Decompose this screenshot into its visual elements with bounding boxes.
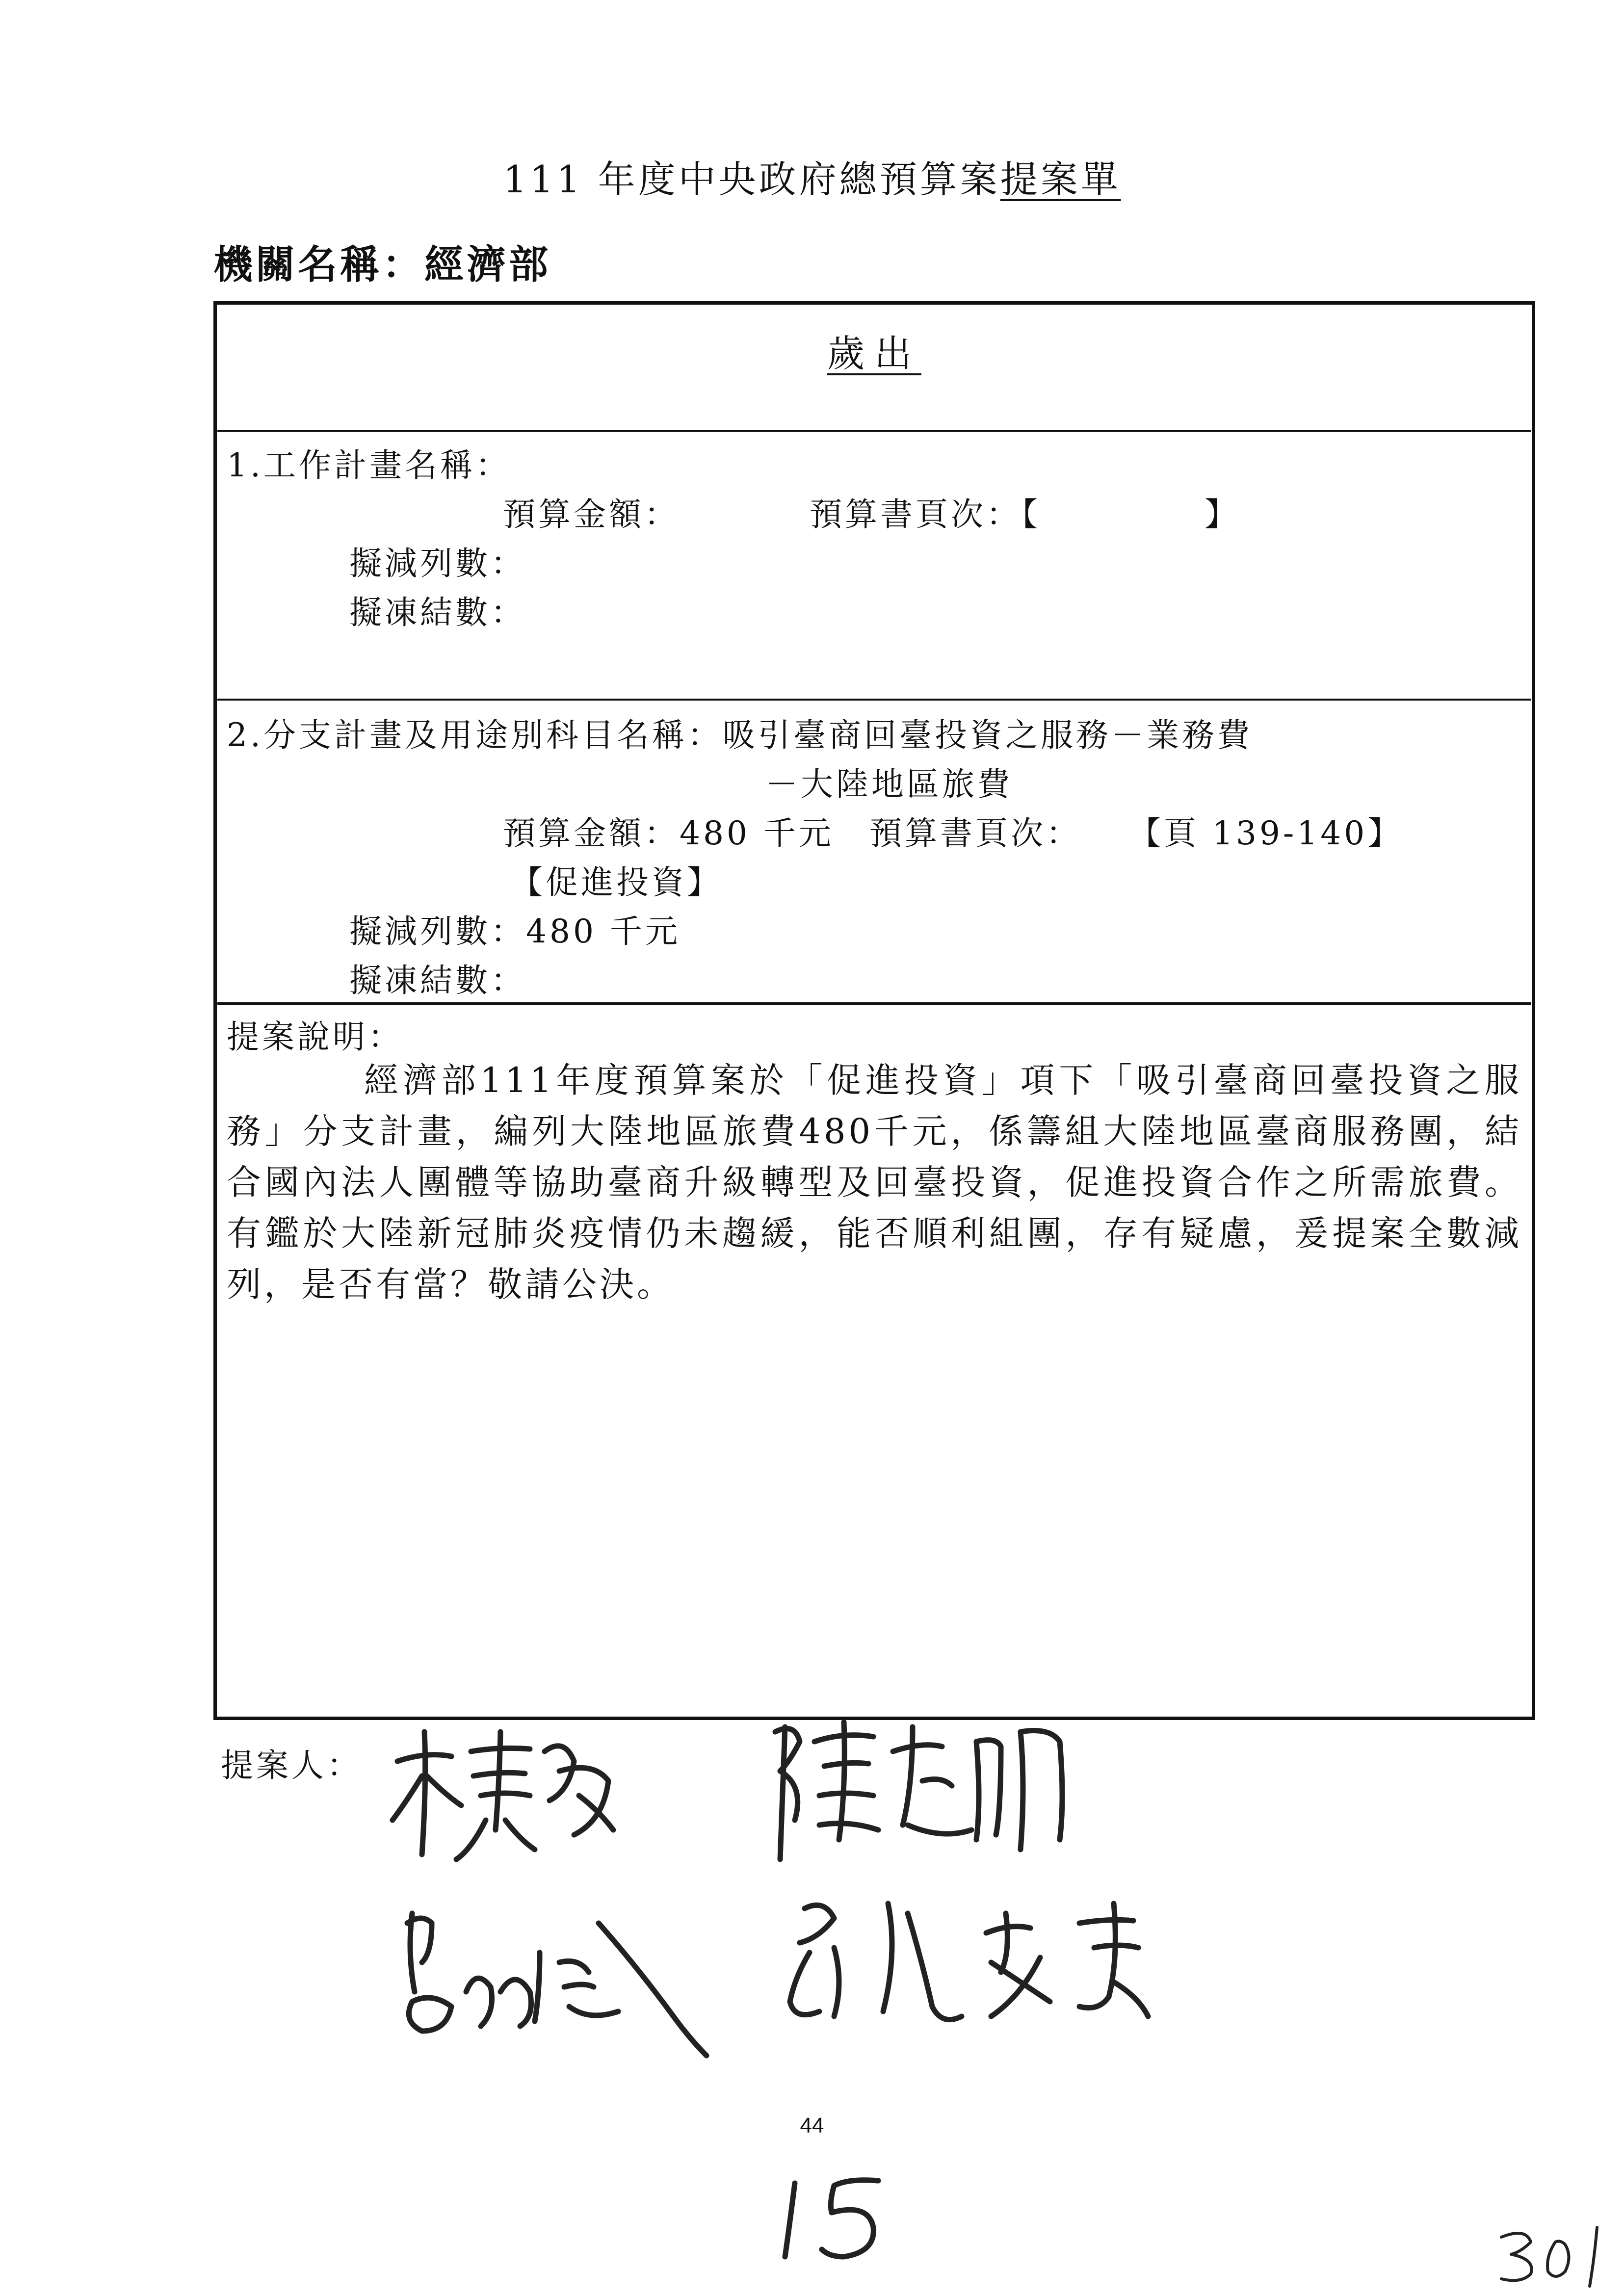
item2-page-ref: 【頁 139-140】 [1128,814,1403,852]
explanation-text: 經濟部111年度預算案於「促進投資」項下「吸引臺商回臺投資之服務」分支計畫，編列大陸地區旅費480千元，係籌組大陸地區臺商服務團，結合國內法人團體等協助臺商升級轉型及回臺投資，促進投資合作之所需旅費。有鑑於大陸新冠肺炎疫情仍未趨緩，能否順利組團，存有疑慮，爰提案全數減列，是否有當？敬請公決。 [227,1060,1522,1305]
divider-3 [217,1002,1531,1005]
item1-budget-label: 預算金額： [503,496,680,533]
item1-name-label: 1.工作計畫名稱： [227,446,511,484]
handwritten-number-301 [1492,2218,1619,2291]
item2-program: 【促進投資】 [510,863,722,901]
item1-page-close: 】 [1205,496,1240,533]
item1-freeze-label: 擬凍結數： [349,594,526,631]
section-heading: 歲出 [827,332,921,375]
divider-1 [217,430,1531,432]
proposers-label: 提案人： [221,1747,362,1784]
agency-line [213,233,551,289]
explanation-label: 提案說明： [227,1018,403,1056]
item1-page-label: 預算書頁次：【 [810,496,1041,533]
item2-name-label: 2.分支計畫及用途別科目名稱：吸引臺商回臺投資之服務－業務費 [227,716,1253,754]
agency-name: 經濟部 [424,241,551,287]
handwritten-number-15 [775,2168,903,2267]
signature-3 [393,1894,716,2061]
signature-2 [765,1712,1079,1869]
page-title [0,150,1624,203]
item2-freeze-label: 擬凍結數： [349,962,526,999]
item2-budget-line: 預算金額：480 千元 預算書頁次： [503,814,1081,852]
signature-4 [775,1884,1178,2031]
title-prefix: 111 年度中央政府總預算案 [503,157,1000,201]
page-number: 44 [800,2113,824,2138]
divider-2 [217,699,1531,701]
item2-reduce-line: 擬減列數：480 千元 [349,913,681,950]
agency-label: 機關名稱： [213,241,424,287]
signature-1 [388,1722,623,1869]
item2-name-cont: －大陸地區旅費 [765,765,1013,803]
title-underlined: 提案單 [1000,157,1121,201]
item1-reduce-label: 擬減列數： [349,545,526,582]
